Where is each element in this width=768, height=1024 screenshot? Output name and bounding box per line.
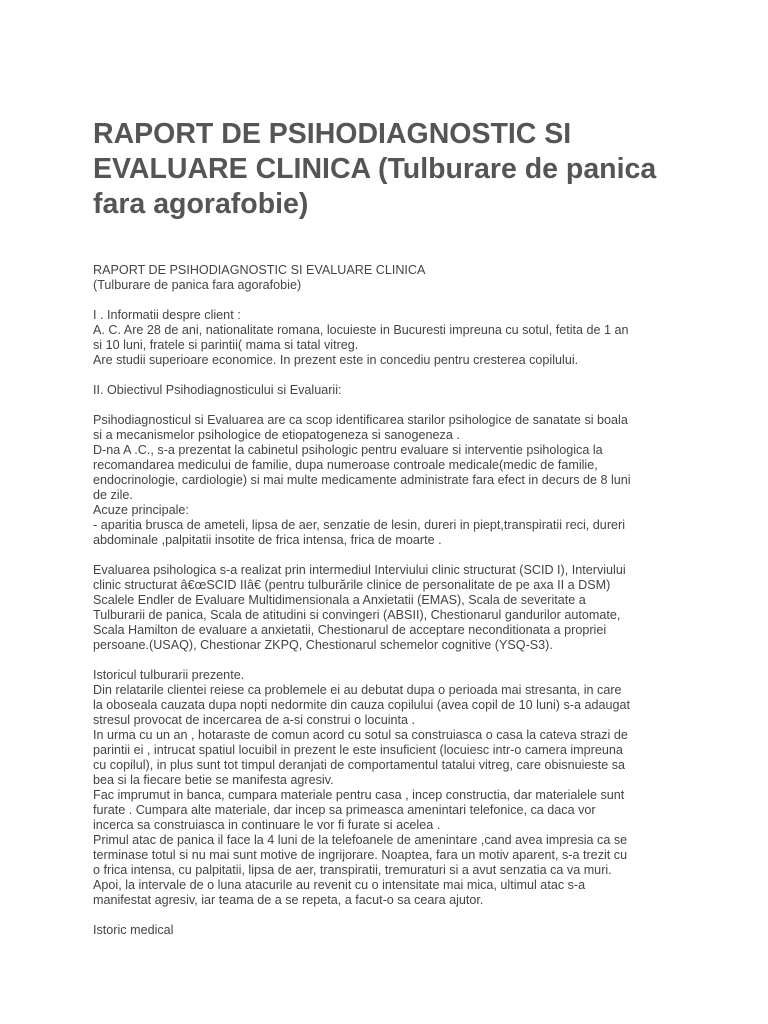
text-line: Primul atac de panica il face la 4 luni de la telefoanele de amenintare ,cand avea impresia ca se <box>93 833 628 847</box>
text-line: terminase totul si nu mai sunt motive de ingrijorare. Noaptea, fara un motiv aparent, s-a trezit cu <box>93 848 628 862</box>
text-line: RAPORT DE PSIHODIAGNOSTIC SI EVALUARE CLINICA <box>93 263 426 277</box>
document-body <box>93 263 683 938</box>
text-line: parintii ei , intrucat spatiul locuibil in prezent le este insuficient (locuiesc intr-o camera impreuna <box>93 743 623 757</box>
text-line: (Tulburare de panica fara agorafobie) <box>93 278 302 292</box>
paragraph-gap <box>93 368 683 383</box>
text-line: Istoricul tulburarii prezente. <box>93 668 245 682</box>
text-line: Scalele Endler de Evaluare Multidimensionala a Anxietatii (EMAS), Scala de severitate a <box>93 593 586 607</box>
text-line: Apoi, la intervale de o luna atacurile au revenit cu o intensitate mai mica, ultimul atac s-a <box>93 878 586 892</box>
text-line: Fac imprumut in banca, cumpara materiale pentru casa , incep constructia, dar materialele sunt <box>93 788 625 802</box>
text-line: incerca sa construiasca in continuare le vor fi furate si acelea . <box>93 818 441 832</box>
text-line: D-na A .C., s-a prezentat la cabinetul psihologic pentru evaluare si interventie psihologica la <box>93 443 603 457</box>
text-line: manifestat agresiv, iar teama de a se repeta, a facut-o sa ceara ajutor. <box>93 893 484 907</box>
text-line: II. Obiectivul Psihodiagnosticului si Evaluarii: <box>93 383 342 397</box>
paragraph-gap <box>93 653 683 668</box>
text-line: furate . Cumpara alte materiale, dar incep sa primeasca amenintari telefonice, ca daca vor <box>93 803 596 817</box>
text-line: Are studii superioare economice. In prezent este in concediu pentru cresterea copilului. <box>93 353 579 367</box>
text-line: de zile. <box>93 488 133 502</box>
text-line: stresul provocat de incercarea de a-si construi o locuinta . <box>93 713 416 727</box>
text-line: persoane.(USAQ), Chestionar ZKPQ, Chestionarul schemelor cognitive (YSQ-S3). <box>93 638 553 652</box>
paragraph-gap <box>93 293 683 308</box>
text-line: Evaluarea psihologica s-a realizat prin intermediul Interviului clinic structurat (SCID I), Interviului <box>93 563 626 577</box>
text-line: Tulburarii de panica, Scala de atitudini si convingeri (ABSII), Chestionarul gandurilor automate, <box>93 608 621 622</box>
text-line: Scala Hamilton de evaluare a anxietatii, Chestionarul de acceptare neconditionata a propriei <box>93 623 607 637</box>
text-line: Istoric medical <box>93 923 174 937</box>
text-line: - aparitia brusca de ameteli, lipsa de aer, senzatie de lesin, dureri in piept,transpiratii reci, dureri <box>93 518 626 532</box>
text-line: o frica intensa, cu palpitatii, lipsa de aer, transpiratii, tremuraturi si a avut senzatia ca va muri. <box>93 863 612 877</box>
text-line: I . Informatii despre client : <box>93 308 241 322</box>
paragraph-gap <box>93 908 683 923</box>
text-line: cu copilul), in plus sunt tot timpul deranjati de comportamentul tatalui vitreg, care obisnuieste sa <box>93 758 626 772</box>
text-line: endocrinologie, cardiologie) si mai multe medicamente administrate fara efect in decurs de 8 luni <box>93 473 631 487</box>
paragraph-gap <box>93 548 683 563</box>
text-line: la oboseala cauzata dupa nopti nedormite din cauza copilului (avea copil de 10 luni) s-a adaugat <box>93 698 630 712</box>
text-line: si a mecanismelor psihologice de etiopatogeneza si sanogeneza . <box>93 428 460 442</box>
paragraph-gap <box>93 398 683 413</box>
text-line: Din relatarile clientei reiese ca problemele ei au debutat dupa o perioada mai stresanta, in care <box>93 683 622 697</box>
text-line: In urma cu un an , hotaraste de comun acord cu sotul sa construiasca o casa la cateva strazi de <box>93 728 628 742</box>
text-line: Psihodiagnosticul si Evaluarea are ca scop identificarea starilor psihologice de sanatate si boala <box>93 413 628 427</box>
text-line: A. C. Are 28 de ani, nationalitate romana, locuieste in Bucuresti impreuna cu sotul, fetita de 1 an <box>93 323 629 337</box>
text-line: si 10 luni, fratele si parintii( mama si tatal vitreg. <box>93 338 359 352</box>
text-line: clinic structurat â€œSCID IIâ€ (pentru tulburările clinice de personalitate de pe axa II a DSM) <box>93 578 611 592</box>
text-line: recomandarea medicului de familie, dupa numeroase controale medicale(medic de familie, <box>93 458 598 472</box>
text-line: bea si la fiecare betie se manifesta agresiv. <box>93 773 334 787</box>
document-title: RAPORT DE PSIHODIAGNOSTIC SI EVALUARE CLINICA (Tulburare de panica fara agorafobie) <box>93 118 657 220</box>
text-line: abdominale ,palpitatii insotite de frica intensa, frica de moarte . <box>93 533 442 547</box>
text-line: Acuze principale: <box>93 503 189 517</box>
